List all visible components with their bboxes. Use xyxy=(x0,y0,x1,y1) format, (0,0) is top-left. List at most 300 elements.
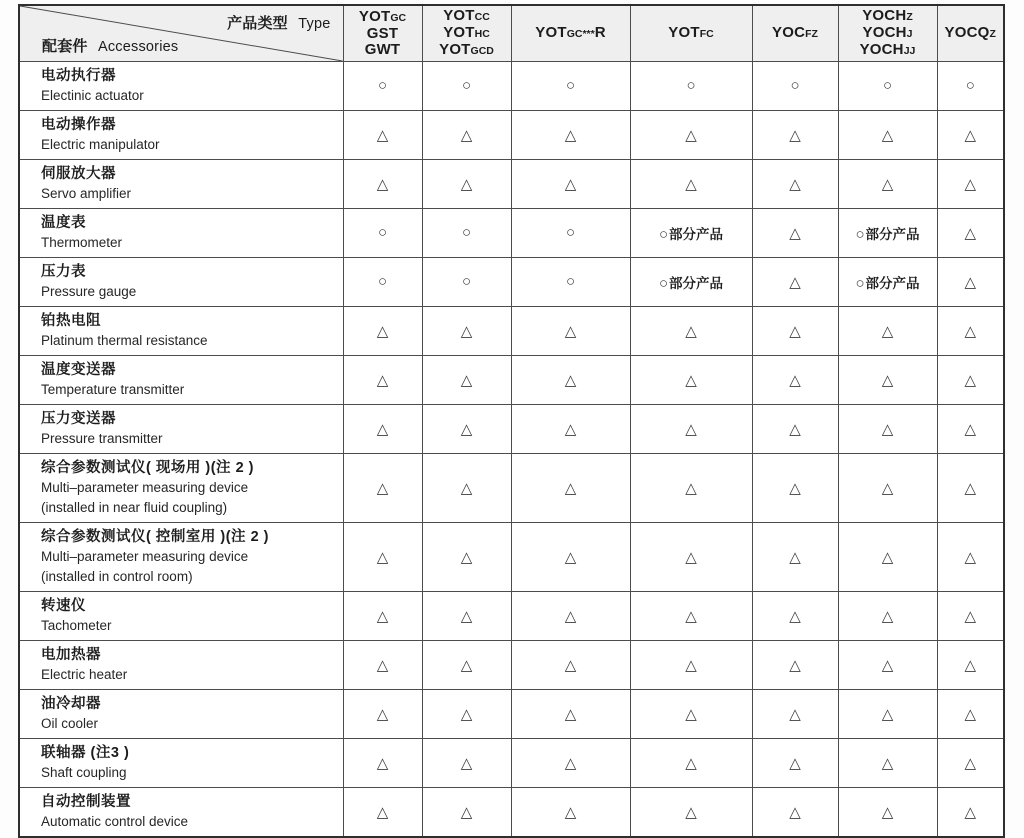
triangle-symbol: △ xyxy=(460,656,473,674)
compat-cell-optional xyxy=(422,160,511,209)
triangle-symbol: △ xyxy=(964,548,977,566)
compat-cell-optional xyxy=(343,592,422,641)
triangle-symbol: △ xyxy=(881,420,894,438)
triangle-symbol: △ xyxy=(685,479,697,497)
accessory-name-en: Electric manipulator xyxy=(41,137,160,152)
circle-symbol: ○ xyxy=(565,77,576,94)
triangle-symbol: △ xyxy=(460,754,473,772)
compat-cell-standard xyxy=(937,62,1004,111)
accessory-label-cell xyxy=(19,258,343,307)
compat-cell-standard xyxy=(343,62,422,111)
circle-symbol: ○ xyxy=(658,225,669,243)
triangle-symbol: △ xyxy=(964,322,977,340)
triangle-symbol: △ xyxy=(376,371,389,389)
compat-cell-optional xyxy=(511,405,630,454)
circle-symbol: ○ xyxy=(855,225,865,243)
accessory-label-cell xyxy=(19,405,343,454)
triangle-symbol: △ xyxy=(376,420,389,438)
triangle-symbol: △ xyxy=(376,175,389,193)
col-yocqz xyxy=(937,5,1004,62)
compat-cell-optional xyxy=(937,739,1004,788)
accessory-name-zh: 铂热电阻 xyxy=(41,313,101,329)
triangle-symbol: △ xyxy=(376,607,389,625)
compat-cell-optional xyxy=(511,160,630,209)
compat-cell-optional xyxy=(343,111,422,160)
compat-cell-optional xyxy=(752,258,838,307)
partial-products-note: 部分产品 xyxy=(669,275,724,291)
accessory-name-zh: 联轴器 (注3 ) xyxy=(41,745,130,761)
table-row xyxy=(19,258,1004,307)
accessory-name-en: Thermometer xyxy=(41,235,123,250)
triangle-symbol: △ xyxy=(564,371,577,389)
accessory-name-en: Shaft coupling xyxy=(41,765,127,780)
triangle-symbol: △ xyxy=(964,224,977,242)
compat-cell-optional xyxy=(838,592,937,641)
compat-cell-standard xyxy=(752,62,838,111)
triangle-symbol: △ xyxy=(460,175,473,193)
compat-cell-optional xyxy=(630,788,752,838)
circle-symbol: ○ xyxy=(461,77,472,94)
compat-cell-optional xyxy=(630,523,752,592)
triangle-symbol: △ xyxy=(881,322,894,340)
compat-cell-optional xyxy=(752,523,838,592)
circle-symbol: ○ xyxy=(461,273,472,290)
compat-cell-standard xyxy=(838,209,937,258)
triangle-symbol: △ xyxy=(964,175,977,193)
accessories-table-wrap xyxy=(18,4,1005,838)
product-type-name: YOTGC***R xyxy=(535,24,606,41)
compat-cell-standard xyxy=(630,62,752,111)
compat-cell-optional xyxy=(937,405,1004,454)
triangle-symbol: △ xyxy=(460,607,473,625)
triangle-symbol: △ xyxy=(789,322,801,340)
compat-cell-optional xyxy=(630,111,752,160)
accessory-name-en: Electinic actuator xyxy=(41,88,144,103)
accessory-name-zh: 电动执行器 xyxy=(41,68,116,84)
circle-symbol: ○ xyxy=(965,77,975,94)
accessory-name-en: Platinum thermal resistance xyxy=(41,333,208,348)
accessory-name-en: Pressure transmitter xyxy=(41,431,163,446)
triangle-symbol: △ xyxy=(881,548,894,566)
compat-cell-optional xyxy=(343,690,422,739)
triangle-symbol: △ xyxy=(376,479,389,497)
circle-symbol: ○ xyxy=(790,77,800,94)
compat-cell-optional xyxy=(511,641,630,690)
accessories-label-en: Accessories xyxy=(97,39,179,55)
triangle-symbol: △ xyxy=(564,175,577,193)
accessory-label-cell xyxy=(19,641,343,690)
product-type-name: GST xyxy=(366,25,399,42)
accessory-name-zh: 电动操作器 xyxy=(41,117,116,133)
col-yotfc xyxy=(630,5,752,62)
accessory-label-cell xyxy=(19,592,343,641)
compat-cell-optional xyxy=(838,356,937,405)
triangle-symbol: △ xyxy=(685,754,697,772)
table-row xyxy=(19,160,1004,209)
table-row xyxy=(19,690,1004,739)
triangle-symbol: △ xyxy=(881,803,894,821)
header-row xyxy=(19,5,1004,62)
accessory-label-cell xyxy=(19,788,343,838)
compat-cell-optional xyxy=(937,523,1004,592)
compat-cell-optional xyxy=(422,739,511,788)
compat-cell-optional xyxy=(343,160,422,209)
triangle-symbol: △ xyxy=(460,705,473,723)
compat-cell-standard xyxy=(630,209,752,258)
compat-cell-standard xyxy=(343,209,422,258)
triangle-symbol: △ xyxy=(564,420,577,438)
triangle-symbol: △ xyxy=(685,607,697,625)
table-row xyxy=(19,209,1004,258)
compat-cell-optional xyxy=(630,592,752,641)
accessory-name-zh: 自动控制装置 xyxy=(41,794,131,810)
compat-cell-optional xyxy=(422,307,511,356)
compat-cell-optional xyxy=(630,641,752,690)
triangle-symbol: △ xyxy=(564,548,577,566)
triangle-symbol: △ xyxy=(685,548,697,566)
accessory-name-en: Tachometer xyxy=(41,618,112,633)
triangle-symbol: △ xyxy=(789,273,801,291)
triangle-symbol: △ xyxy=(881,371,894,389)
compat-cell-optional xyxy=(752,356,838,405)
compat-cell-optional xyxy=(422,788,511,838)
triangle-symbol: △ xyxy=(789,479,801,497)
accessories-label-zh: 配套件 xyxy=(42,38,88,55)
accessory-name-en: Automatic control device xyxy=(41,814,189,829)
triangle-symbol: △ xyxy=(789,548,801,566)
triangle-symbol: △ xyxy=(881,175,894,193)
product-type-name: YOTGC xyxy=(358,8,407,25)
triangle-symbol: △ xyxy=(460,420,473,438)
triangle-symbol: △ xyxy=(460,479,473,497)
triangle-symbol: △ xyxy=(376,656,389,674)
triangle-symbol: △ xyxy=(685,656,697,674)
triangle-symbol: △ xyxy=(685,126,697,144)
circle-symbol: ○ xyxy=(658,274,669,292)
triangle-symbol: △ xyxy=(564,322,577,340)
compat-cell-optional xyxy=(937,258,1004,307)
accessory-name-zh: 温度表 xyxy=(41,215,86,231)
compat-cell-optional xyxy=(343,641,422,690)
compat-cell-optional xyxy=(343,405,422,454)
accessory-label-cell xyxy=(19,454,343,523)
triangle-symbol: △ xyxy=(789,224,801,242)
accessories-compatibility-table xyxy=(18,4,1005,838)
triangle-symbol: △ xyxy=(881,479,894,497)
product-type-name: YOTFC xyxy=(668,24,714,41)
compat-cell-optional xyxy=(838,739,937,788)
accessory-name-zh: 综合参数测试仪( 控制室用 )(注 2 ) xyxy=(41,529,269,545)
product-type-name: YOCQZ xyxy=(944,24,996,41)
triangle-symbol: △ xyxy=(964,754,977,772)
compat-cell-optional xyxy=(511,111,630,160)
compat-cell-optional xyxy=(422,690,511,739)
triangle-symbol: △ xyxy=(460,803,473,821)
triangle-symbol: △ xyxy=(964,371,977,389)
accessory-label-cell xyxy=(19,209,343,258)
table-row xyxy=(19,405,1004,454)
triangle-symbol: △ xyxy=(460,548,473,566)
circle-symbol: ○ xyxy=(377,273,388,290)
triangle-symbol: △ xyxy=(881,754,894,772)
compat-cell-optional xyxy=(422,111,511,160)
accessories-label xyxy=(42,35,178,56)
compat-cell-optional xyxy=(511,307,630,356)
compat-cell-optional xyxy=(343,307,422,356)
table-row xyxy=(19,454,1004,523)
product-type-name: YOTGCD xyxy=(439,41,494,58)
compat-cell-optional xyxy=(511,592,630,641)
triangle-symbol: △ xyxy=(964,273,977,291)
table-row xyxy=(19,739,1004,788)
compat-cell-optional xyxy=(630,739,752,788)
triangle-symbol: △ xyxy=(789,371,801,389)
compat-cell-optional xyxy=(630,307,752,356)
circle-symbol: ○ xyxy=(855,274,865,292)
partial-products-note: 部分产品 xyxy=(865,275,920,291)
col-yotgc-gst-gwt xyxy=(343,5,422,62)
triangle-symbol: △ xyxy=(564,705,577,723)
compat-cell-optional xyxy=(838,307,937,356)
compat-cell-optional xyxy=(752,641,838,690)
accessory-label-cell xyxy=(19,523,343,592)
compat-cell-optional xyxy=(630,160,752,209)
compat-cell-optional xyxy=(838,111,937,160)
compat-cell-optional xyxy=(937,454,1004,523)
compat-cell-optional xyxy=(838,641,937,690)
compat-cell-standard xyxy=(343,258,422,307)
accessory-name-en: Multi–parameter measuring device xyxy=(41,549,249,564)
accessory-label-cell xyxy=(19,62,343,111)
triangle-symbol: △ xyxy=(881,126,894,144)
compat-cell-optional xyxy=(422,523,511,592)
accessory-name-en: (installed in control room) xyxy=(41,569,193,584)
compat-cell-standard xyxy=(422,62,511,111)
table-row xyxy=(19,641,1004,690)
triangle-symbol: △ xyxy=(789,607,801,625)
triangle-symbol: △ xyxy=(376,548,389,566)
product-type-name: YOCHJ xyxy=(862,24,913,41)
compat-cell-standard xyxy=(838,258,937,307)
triangle-symbol: △ xyxy=(964,479,977,497)
compat-cell-optional xyxy=(630,356,752,405)
triangle-symbol: △ xyxy=(685,175,697,193)
table-row xyxy=(19,62,1004,111)
triangle-symbol: △ xyxy=(564,754,577,772)
compat-cell-standard xyxy=(630,258,752,307)
accessory-label-cell xyxy=(19,160,343,209)
accessory-label-cell xyxy=(19,739,343,788)
compat-cell-optional xyxy=(422,454,511,523)
table-row xyxy=(19,592,1004,641)
compat-cell-optional xyxy=(422,405,511,454)
accessory-name-en: Temperature transmitter xyxy=(41,382,185,397)
accessory-name-en: (installed in near fluid coupling) xyxy=(41,500,228,515)
compat-cell-optional xyxy=(937,592,1004,641)
compat-cell-optional xyxy=(838,160,937,209)
corner-header-cell xyxy=(19,5,343,62)
compat-cell-optional xyxy=(838,690,937,739)
triangle-symbol: △ xyxy=(376,803,389,821)
circle-symbol: ○ xyxy=(377,224,388,241)
compat-cell-optional xyxy=(752,592,838,641)
compat-cell-standard xyxy=(422,209,511,258)
compat-cell-optional xyxy=(937,307,1004,356)
compat-cell-standard xyxy=(838,62,937,111)
compat-cell-optional xyxy=(937,356,1004,405)
accessory-name-zh: 转速仪 xyxy=(41,598,86,614)
product-type-name: YOCFZ xyxy=(772,24,818,41)
triangle-symbol: △ xyxy=(376,754,389,772)
accessory-name-en: Multi–parameter measuring device xyxy=(41,480,249,495)
product-type-label xyxy=(227,12,330,33)
compat-cell-optional xyxy=(752,690,838,739)
triangle-symbol: △ xyxy=(789,656,801,674)
col-yotcc-yothc-yotgcd xyxy=(422,5,511,62)
compat-cell-optional xyxy=(343,356,422,405)
product-type-label-zh: 产品类型 xyxy=(227,15,288,32)
triangle-symbol: △ xyxy=(564,479,577,497)
triangle-symbol: △ xyxy=(964,656,977,674)
compat-cell-optional xyxy=(422,641,511,690)
compat-cell-optional xyxy=(838,788,937,838)
triangle-symbol: △ xyxy=(881,656,894,674)
accessory-name-zh: 电加热器 xyxy=(41,647,101,663)
triangle-symbol: △ xyxy=(460,371,473,389)
product-type-label-en: Type xyxy=(298,16,331,32)
product-type-name: GWT xyxy=(364,41,401,58)
compat-cell-optional xyxy=(511,739,630,788)
compat-cell-optional xyxy=(343,739,422,788)
compat-cell-optional xyxy=(630,405,752,454)
triangle-symbol: △ xyxy=(789,754,801,772)
compat-cell-optional xyxy=(838,405,937,454)
triangle-symbol: △ xyxy=(376,126,389,144)
product-type-name: YOTHC xyxy=(443,24,490,41)
compat-cell-optional xyxy=(511,356,630,405)
table-row xyxy=(19,788,1004,838)
accessory-name-zh: 综合参数测试仪( 现场用 )(注 2 ) xyxy=(41,460,254,476)
triangle-symbol: △ xyxy=(789,705,801,723)
triangle-symbol: △ xyxy=(685,803,697,821)
triangle-symbol: △ xyxy=(564,126,577,144)
product-type-name: YOCHZ xyxy=(862,7,913,24)
table-row xyxy=(19,523,1004,592)
col-yochz-yochj-yochjj xyxy=(838,5,937,62)
circle-symbol: ○ xyxy=(461,224,472,241)
circle-symbol: ○ xyxy=(377,77,388,94)
compat-cell-optional xyxy=(343,454,422,523)
compat-cell-optional xyxy=(630,690,752,739)
accessory-name-en: Servo amplifier xyxy=(41,186,132,201)
compat-cell-optional xyxy=(937,641,1004,690)
triangle-symbol: △ xyxy=(789,126,801,144)
compat-cell-optional xyxy=(937,690,1004,739)
accessory-name-en: Electric heater xyxy=(41,667,128,682)
compat-cell-optional xyxy=(752,160,838,209)
triangle-symbol: △ xyxy=(881,607,894,625)
accessory-name-zh: 油冷却器 xyxy=(41,696,101,712)
compat-cell-optional xyxy=(838,454,937,523)
table-row xyxy=(19,356,1004,405)
compat-cell-optional xyxy=(937,111,1004,160)
circle-symbol: ○ xyxy=(686,77,696,94)
partial-products-note: 部分产品 xyxy=(669,226,724,242)
col-yotgc-star-r xyxy=(511,5,630,62)
accessory-name-en: Pressure gauge xyxy=(41,284,137,299)
triangle-symbol: △ xyxy=(789,803,801,821)
triangle-symbol: △ xyxy=(964,420,977,438)
triangle-symbol: △ xyxy=(964,126,977,144)
col-yocfz xyxy=(752,5,838,62)
triangle-symbol: △ xyxy=(685,371,697,389)
triangle-symbol: △ xyxy=(564,607,577,625)
triangle-symbol: △ xyxy=(460,322,473,340)
triangle-symbol: △ xyxy=(881,705,894,723)
triangle-symbol: △ xyxy=(789,420,801,438)
triangle-symbol: △ xyxy=(685,322,697,340)
triangle-symbol: △ xyxy=(564,803,577,821)
compat-cell-optional xyxy=(422,592,511,641)
accessory-label-cell xyxy=(19,111,343,160)
compat-cell-optional xyxy=(511,788,630,838)
compat-cell-optional xyxy=(343,523,422,592)
compat-cell-optional xyxy=(937,788,1004,838)
accessory-label-cell xyxy=(19,307,343,356)
accessory-label-cell xyxy=(19,690,343,739)
circle-symbol: ○ xyxy=(565,273,576,290)
circle-symbol: ○ xyxy=(565,224,576,241)
triangle-symbol: △ xyxy=(789,175,801,193)
compat-cell-optional xyxy=(343,788,422,838)
compat-cell-optional xyxy=(422,356,511,405)
compat-cell-optional xyxy=(752,111,838,160)
accessory-name-en: Oil cooler xyxy=(41,716,99,731)
compat-cell-optional xyxy=(752,739,838,788)
triangle-symbol: △ xyxy=(964,803,977,821)
triangle-symbol: △ xyxy=(964,705,977,723)
table-row xyxy=(19,111,1004,160)
table-row xyxy=(19,307,1004,356)
compat-cell-optional xyxy=(752,209,838,258)
compat-cell-optional xyxy=(752,405,838,454)
product-type-name: YOTCC xyxy=(443,7,490,24)
accessory-name-zh: 压力变送器 xyxy=(41,411,116,427)
accessory-label-cell xyxy=(19,356,343,405)
compat-cell-optional xyxy=(511,690,630,739)
compat-cell-optional xyxy=(937,160,1004,209)
compat-cell-standard xyxy=(511,258,630,307)
circle-symbol: ○ xyxy=(882,77,893,94)
triangle-symbol: △ xyxy=(460,126,473,144)
compat-cell-optional xyxy=(838,523,937,592)
accessories-table-body xyxy=(19,62,1004,838)
triangle-symbol: △ xyxy=(685,705,697,723)
accessory-name-zh: 压力表 xyxy=(41,264,86,280)
compat-cell-optional xyxy=(752,307,838,356)
compat-cell-standard xyxy=(511,209,630,258)
triangle-symbol: △ xyxy=(964,607,977,625)
compat-cell-optional xyxy=(511,454,630,523)
compat-cell-optional xyxy=(752,788,838,838)
compat-cell-standard xyxy=(422,258,511,307)
triangle-symbol: △ xyxy=(376,322,389,340)
product-type-name: YOCHJJ xyxy=(859,41,916,58)
compat-cell-optional xyxy=(937,209,1004,258)
compat-cell-optional xyxy=(630,454,752,523)
triangle-symbol: △ xyxy=(376,705,389,723)
accessory-name-zh: 伺服放大器 xyxy=(41,166,116,182)
